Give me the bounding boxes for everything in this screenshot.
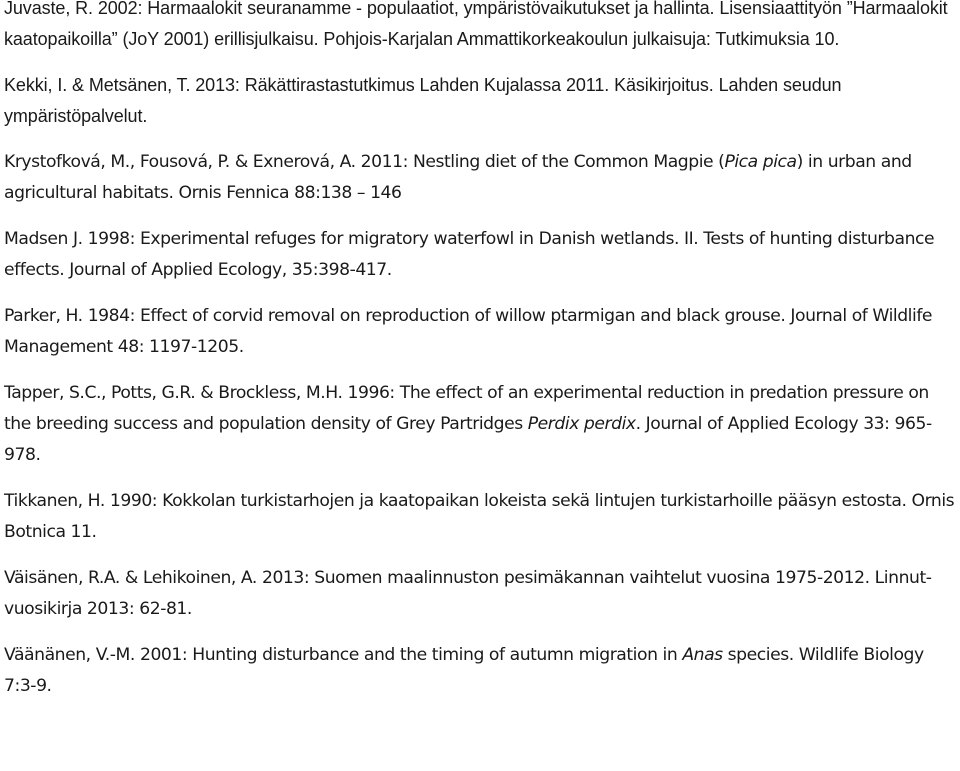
reference-gap xyxy=(4,471,958,486)
reference-krystofkova xyxy=(4,147,958,209)
reference-gap xyxy=(4,209,958,224)
species-name: Perdix perdix xyxy=(527,414,636,434)
reference-gap xyxy=(4,363,958,378)
reference-gap xyxy=(4,286,958,301)
reference-juvaste xyxy=(4,0,958,55)
reference-text: Madsen J. 1998: Experimental refuges for migratory waterfowl in Danish wetlands. II. Tests of hunting disturbance effects. Journal of Applied Ecology, 35:398-417. xyxy=(4,229,935,280)
reference-gap xyxy=(4,55,958,70)
reference-gap xyxy=(4,548,958,563)
reference-text: species. Wildlife Biology 7:3-9. xyxy=(4,645,924,696)
reference-text: Parker, H. 1984: Effect of corvid removal on reproduction of willow ptarmigan and black grouse. Journal of Wildlife Management 48: 1197-1205. xyxy=(4,306,933,357)
species-name: Pica pica xyxy=(724,152,797,172)
reference-text: Juvaste, R. 2002: Harmaalokit seuranamme - populaatiot, ympäristövaikutukset ja hallinta. Lisensiaattityön ”Harmaalokit kaatopaikoilla” (JoY 2001) erillisjulkaisu. Pohjois-Karjalan Ammattikorkeakoulun julkaisuja: Tutkimuksia 10. xyxy=(4,0,948,49)
reference-text: Krystofková, M., Fousová, P. & Exnerová, A. 2011: Nestling diet of the Common Magpie ( xyxy=(4,152,725,172)
reference-gap xyxy=(4,132,958,147)
reference-text: . Journal of Applied Ecology 33: 965-978. xyxy=(4,414,932,465)
reference-vaisanen xyxy=(4,563,958,625)
reference-gap xyxy=(4,625,958,640)
reference-madsen xyxy=(4,224,958,286)
reference-text: Väisänen, R.A. & Lehikoinen, A. 2013: Suomen maalinnuston pesimäkannan vaihtelut vuosina 1975-2012. Linnut-vuosikirja 2013: 62-81. xyxy=(4,568,932,619)
reference-text: Väänänen, V.-M. 2001: Hunting disturbance and the timing of autumn migration in xyxy=(4,645,683,665)
reference-text: Kekki, I. & Metsänen, T. 2013: Räkättirastastutkimus Lahden Kujalassa 2011. Käsikirjoitus. Lahden seudun ympäristöpalvelut. xyxy=(4,75,842,126)
reference-list xyxy=(4,0,958,702)
reference-text: ) in urban and agricultural habitats. Ornis Fennica 88:138 – 146 xyxy=(4,152,912,203)
reference-tikkanen xyxy=(4,486,958,548)
species-name: Anas xyxy=(682,645,723,665)
reference-text: Tikkanen, H. 1990: Kokkolan turkistarhojen ja kaatopaikan lokeista sekä lintujen turkistarhoille pääsyn estosta. Ornis Botnica 11. xyxy=(4,491,955,542)
reference-parker xyxy=(4,301,958,363)
reference-vaananen xyxy=(4,640,958,702)
reference-kekki xyxy=(4,70,958,132)
reference-text: Tapper, S.C., Potts, G.R. & Brockless, M.H. 1996: The effect of an experimental reduction in predation pressure on the breeding success and population density of Grey Partridges xyxy=(4,383,929,434)
reference-tapper xyxy=(4,378,958,471)
